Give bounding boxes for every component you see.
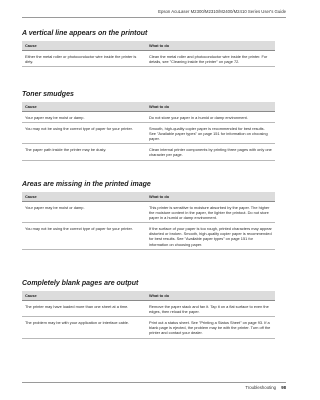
column-header-cause: Cause (22, 41, 146, 51)
section-toner-smudges (22, 91, 275, 161)
column-header-cause: Cause (22, 192, 146, 202)
what-to-do-cell: Print out a status sheet. See "Printing a Status Sheet" on page 93. If a blank page is ejected, the problem may be with the printer. Turn off the printer and contact your dealer. (146, 317, 275, 338)
table-header-row (22, 102, 275, 112)
cause-cell: The problem may be with your application or interface cable. (22, 317, 146, 338)
footer-section-name: Troubleshooting (245, 385, 277, 390)
what-to-do-cell: Clean internal printer components by printing three pages with only one character per page. (146, 144, 275, 160)
section-title: A vertical line appears on the printout (22, 30, 148, 37)
what-to-do-cell: Remove the paper stack and fan it. Tap it on a flat surface to even the edges, then reload the paper. (146, 301, 275, 317)
what-to-do-cell: Smooth, high-quality copier paper is recommended for best results. See "Available paper types" on page 151 for information on choosing paper. (146, 122, 275, 143)
cause-cell: You may not be using the correct type of paper for your printer. (22, 223, 146, 250)
section-title: Completely blank pages are output (22, 280, 139, 287)
section-blank-pages (22, 280, 275, 339)
table-row (22, 202, 275, 223)
column-header-what-to-do: What to do (146, 291, 275, 301)
column-header-what-to-do: What to do (146, 192, 275, 202)
column-header-cause: Cause (22, 102, 146, 112)
column-header-what-to-do: What to do (146, 41, 275, 51)
running-header: Epson AcuLaser M2300/M2310/M2400/M2410 Series User's Guide (158, 9, 286, 14)
table-header-row (22, 41, 275, 51)
section-title: Areas are missing in the printed image (22, 181, 151, 188)
table-row (22, 144, 275, 160)
what-to-do-cell: Clean the metal roller and photoconductor wire inside the printer. For details, see "Cleaning inside the printer" on page 72. (146, 51, 275, 67)
what-to-do-cell: This printer is sensitive to moisture absorbed by the paper. The higher the moisture content in the paper, the lighter the printout. Do not store paper in a humid or damp environment. (146, 202, 275, 223)
footer-divider (22, 382, 286, 383)
troubleshooting-table (22, 41, 275, 67)
header-divider (22, 17, 286, 18)
cause-cell: Either the metal roller or photoconductor wire inside the printer is dirty. (22, 51, 146, 67)
cause-cell: You may not be using the correct type of paper for your printer. (22, 122, 146, 143)
column-header-cause: Cause (22, 291, 146, 301)
section-vertical-line (22, 30, 275, 67)
section-areas-missing (22, 181, 275, 250)
cause-cell: Your paper may be moist or damp. (22, 202, 146, 223)
page-number: 98 (281, 385, 286, 390)
table-row (22, 51, 275, 67)
troubleshooting-table (22, 102, 275, 161)
what-to-do-cell: If the surface of your paper is too rough, printed characters may appear distorted or broken. Smooth, high-quality copier paper is recommended for best results. See "Available paper types" on page 151 for information on choosing paper. (146, 223, 275, 250)
table-row (22, 317, 275, 338)
cause-cell: The paper path inside the printer may be dusty. (22, 144, 146, 160)
table-header-row (22, 291, 275, 301)
table-row (22, 122, 275, 143)
troubleshooting-table (22, 291, 275, 339)
table-row (22, 301, 275, 317)
column-header-what-to-do: What to do (146, 102, 275, 112)
section-title: Toner smudges (22, 91, 74, 98)
cause-cell: The printer may have loaded more than one sheet at a time. (22, 301, 146, 317)
page-footer (245, 385, 286, 390)
cause-cell: Your paper may be moist or damp. (22, 112, 146, 123)
table-row (22, 223, 275, 250)
what-to-do-cell: Do not store your paper in a humid or damp environment. (146, 112, 275, 123)
table-header-row (22, 192, 275, 202)
table-row (22, 112, 275, 123)
troubleshooting-table (22, 192, 275, 250)
